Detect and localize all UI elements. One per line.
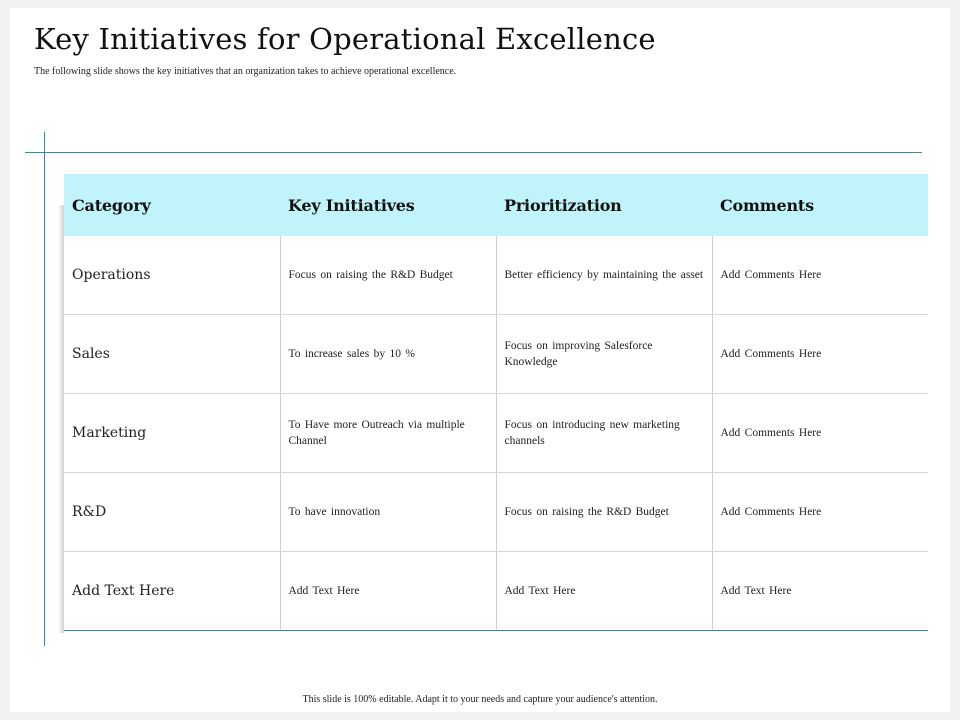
initiative-cell: Focus on raising the R&D Budget xyxy=(280,236,496,315)
comments-cell: Add Text Here xyxy=(712,552,928,631)
category-cell: R&D xyxy=(64,473,280,552)
table-row xyxy=(64,236,928,315)
header-key-initiatives: Key Initiatives xyxy=(280,174,496,236)
decorative-horizontal-line xyxy=(25,152,922,153)
slide xyxy=(10,8,950,712)
initiative-cell: Add Text Here xyxy=(280,552,496,631)
page-title: Key Initiatives for Operational Excellence xyxy=(34,22,656,56)
category-cell: Sales xyxy=(64,315,280,394)
header-category: Category xyxy=(64,174,280,236)
prioritization-cell: Better efficiency by maintaining the asset xyxy=(496,236,712,315)
initiative-cell: To Have more Outreach via multiple Channel xyxy=(280,394,496,473)
initiatives-table xyxy=(64,174,928,631)
prioritization-cell: Focus on raising the R&D Budget xyxy=(496,473,712,552)
table-row xyxy=(64,315,928,394)
category-cell: Add Text Here xyxy=(64,552,280,631)
table-row xyxy=(64,552,928,631)
header-comments: Comments xyxy=(712,174,928,236)
decorative-vertical-line xyxy=(44,132,45,646)
header-prioritization: Prioritization xyxy=(496,174,712,236)
category-cell: Marketing xyxy=(64,394,280,473)
table-row xyxy=(64,473,928,552)
prioritization-cell: Focus on improving Salesforce Knowledge xyxy=(496,315,712,394)
comments-cell: Add Comments Here xyxy=(712,236,928,315)
initiative-cell: To have innovation xyxy=(280,473,496,552)
comments-cell: Add Comments Here xyxy=(712,394,928,473)
prioritization-cell: Add Text Here xyxy=(496,552,712,631)
table-row xyxy=(64,394,928,473)
category-cell: Operations xyxy=(64,236,280,315)
table-header-row xyxy=(64,174,928,236)
initiative-cell: To increase sales by 10 % xyxy=(280,315,496,394)
comments-cell: Add Comments Here xyxy=(712,473,928,552)
prioritization-cell: Focus on introducing new marketing channels xyxy=(496,394,712,473)
footer-note: This slide is 100% editable. Adapt it to your needs and capture your audience's attention. xyxy=(302,694,658,705)
page-subtitle: The following slide shows the key initiatives that an organization takes to achieve operational excellence. xyxy=(34,66,457,77)
comments-cell: Add Comments Here xyxy=(712,315,928,394)
